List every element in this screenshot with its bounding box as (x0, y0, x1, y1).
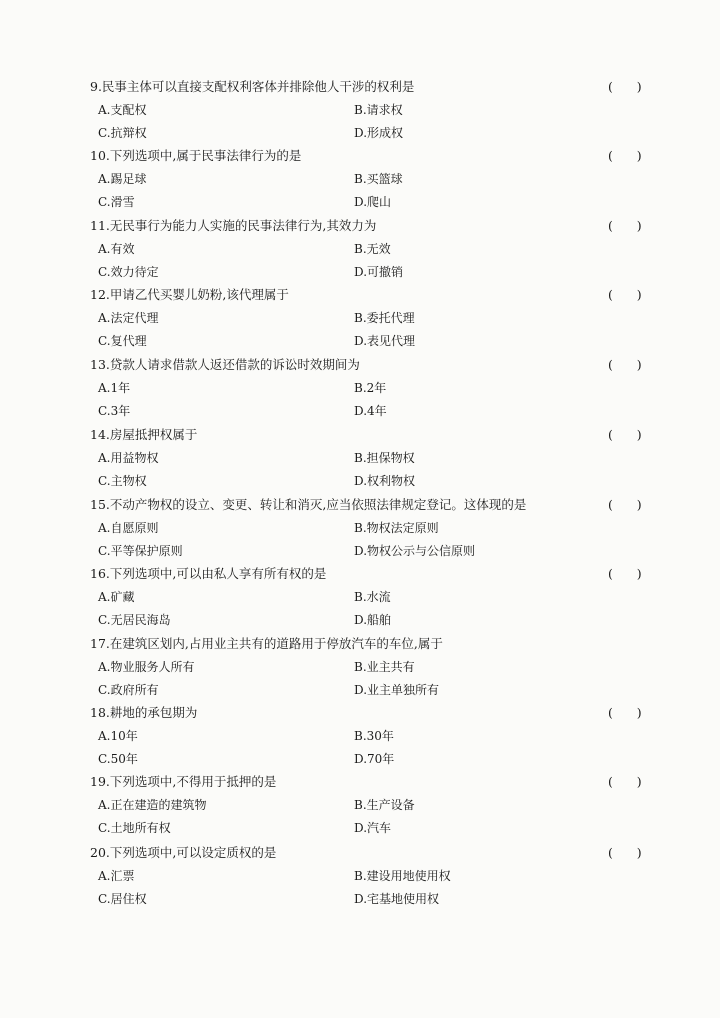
option-d: D.汽车 (354, 821, 392, 835)
option-a: A.自愿原则 (98, 521, 159, 535)
question-stem: 19.下列选项中,不得用于抵押的是 (90, 774, 277, 789)
option-b: B.买篮球 (354, 172, 403, 186)
option-c: C.平等保护原则 (98, 544, 183, 558)
option-d: D.形成权 (354, 126, 404, 140)
option-b: B.生产设备 (354, 798, 415, 812)
option-b: B.担保物权 (354, 451, 415, 465)
option-d: D.4年 (354, 404, 387, 418)
option-c: C.政府所有 (98, 683, 159, 697)
option-a: A.10年 (98, 729, 138, 743)
option-c: C.抗辩权 (98, 126, 147, 140)
option-c: C.3年 (98, 404, 131, 418)
option-d: D.宅基地使用权 (354, 892, 440, 906)
question-stem: 10.下列选项中,属于民事法律行为的是 (90, 148, 302, 163)
answer-blank: ( ) (608, 774, 642, 789)
option-a: A.法定代理 (98, 311, 159, 325)
option-b: B.物权法定原则 (354, 521, 439, 535)
question-stem: 9.民事主体可以直接支配权利客体并排除他人干涉的权利是 (90, 79, 415, 94)
option-d: D.船舶 (354, 613, 392, 627)
question-stem: 20.下列选项中,可以设定质权的是 (90, 845, 277, 860)
answer-blank: ( ) (608, 79, 642, 94)
option-c: C.土地所有权 (98, 821, 171, 835)
option-a: A.矿藏 (98, 590, 135, 604)
option-c: C.效力待定 (98, 265, 159, 279)
answer-blank: ( ) (608, 705, 642, 720)
option-b: B.水流 (354, 590, 391, 604)
question-stem: 17.在建筑区划内,占用业主共有的道路用于停放汽车的车位,属于 (90, 636, 443, 651)
answer-blank: ( ) (608, 845, 642, 860)
question-stem: 14.房屋抵押权属于 (90, 427, 198, 442)
option-b: B.业主共有 (354, 660, 415, 674)
option-d: D.业主单独所有 (354, 683, 440, 697)
option-a: A.踢足球 (98, 172, 147, 186)
question-stem: 11.无民事行为能力人实施的民事法律行为,其效力为 (90, 218, 377, 233)
option-a: A.支配权 (98, 103, 147, 117)
option-a: A.汇票 (98, 869, 135, 883)
option-d: D.物权公示与公信原则 (354, 544, 476, 558)
option-c: C.主物权 (98, 474, 147, 488)
question-stem: 13.贷款人请求借款人返还借款的诉讼时效期间为 (90, 357, 360, 372)
option-d: D.70年 (354, 752, 395, 766)
option-d: D.权利物权 (354, 474, 416, 488)
option-c: C.复代理 (98, 334, 147, 348)
option-a: A.用益物权 (98, 451, 159, 465)
answer-blank: ( ) (608, 497, 642, 512)
answer-blank: ( ) (608, 427, 642, 442)
answer-blank: ( ) (608, 566, 642, 581)
answer-blank: ( ) (608, 148, 642, 163)
option-d: D.表见代理 (354, 334, 416, 348)
option-b: B.委托代理 (354, 311, 415, 325)
option-a: A.正在建造的建筑物 (98, 798, 207, 812)
question-stem: 15.不动产物权的设立、变更、转让和消灭,应当依照法律规定登记。这体现的是 (90, 497, 527, 512)
option-d: D.可撤销 (354, 265, 404, 279)
option-c: C.居住权 (98, 892, 147, 906)
answer-blank: ( ) (608, 218, 642, 233)
question-stem: 12.甲请乙代买婴儿奶粉,该代理属于 (90, 287, 289, 302)
answer-blank: ( ) (608, 287, 642, 302)
option-a: A.有效 (98, 242, 135, 256)
option-b: B.无效 (354, 242, 391, 256)
option-c: C.无居民海岛 (98, 613, 171, 627)
option-a: A.物业服务人所有 (98, 660, 195, 674)
answer-blank: ( ) (608, 357, 642, 372)
option-b: B.30年 (354, 729, 394, 743)
option-b: B.2年 (354, 381, 387, 395)
option-c: C.50年 (98, 752, 138, 766)
question-stem: 16.下列选项中,可以由私人享有所有权的是 (90, 566, 327, 581)
question-stem: 18.耕地的承包期为 (90, 705, 198, 720)
option-b: B.请求权 (354, 103, 403, 117)
option-c: C.滑雪 (98, 195, 135, 209)
option-a: A.1年 (98, 381, 131, 395)
option-b: B.建设用地使用权 (354, 869, 451, 883)
option-d: D.爬山 (354, 195, 392, 209)
